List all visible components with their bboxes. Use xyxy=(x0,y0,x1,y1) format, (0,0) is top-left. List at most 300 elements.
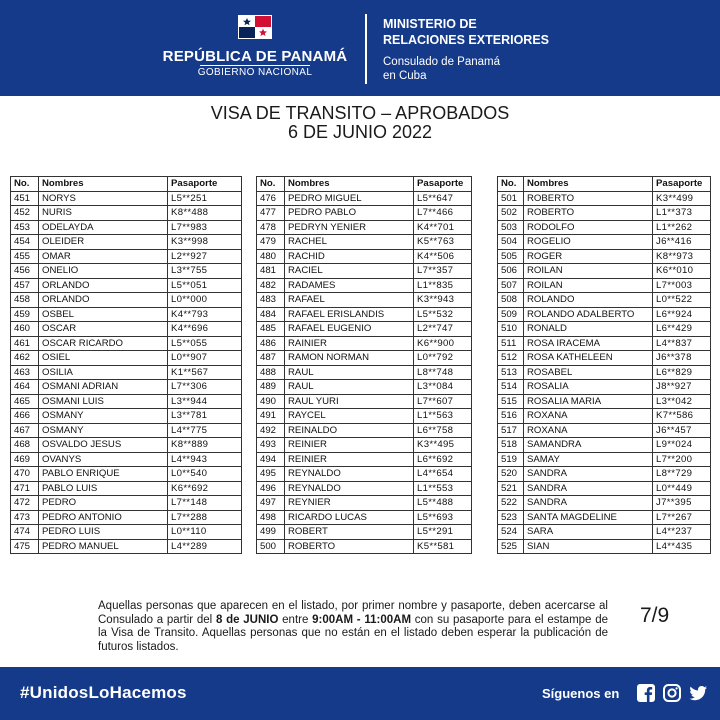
table-row xyxy=(498,409,711,424)
passport-number: L4**943 xyxy=(168,452,242,467)
applicant-name: SARA xyxy=(524,525,653,540)
passport-number: L5**693 xyxy=(414,510,472,525)
row-number: 510 xyxy=(498,322,524,337)
column-header-no: No. xyxy=(498,177,524,192)
table-row xyxy=(257,351,472,366)
passport-number: L4**435 xyxy=(653,539,711,554)
passport-number: L7**607 xyxy=(414,394,472,409)
applicant-name: RACHEL xyxy=(285,235,414,250)
table-row xyxy=(11,467,242,482)
passport-number: L4**654 xyxy=(414,467,472,482)
note-text-3: con su pasaporte para el estampe de la Visa de Transito. Aquellas personas que no están en el listado deben esperar la publicación de futuros listados. xyxy=(98,613,608,653)
applicant-name: REYNALDO xyxy=(285,467,414,482)
passport-number: K5**763 xyxy=(414,235,472,250)
table-row xyxy=(11,322,242,337)
applicant-name: OSIEL xyxy=(39,351,168,366)
column-header-no: No. xyxy=(11,177,39,192)
passport-number: L1**553 xyxy=(414,481,472,496)
passport-number: L7**357 xyxy=(414,264,472,279)
note-date: 8 de JUNIO xyxy=(215,613,279,626)
column-header-passport: Pasaporte xyxy=(653,177,711,192)
passport-number: L4**837 xyxy=(653,336,711,351)
applicant-name: PEDRO xyxy=(39,496,168,511)
row-number: 476 xyxy=(257,191,285,206)
row-number: 488 xyxy=(257,365,285,380)
row-number: 503 xyxy=(498,220,524,235)
table-row xyxy=(257,235,472,250)
passport-number: L0**000 xyxy=(168,293,242,308)
passport-number: L7**267 xyxy=(653,510,711,525)
passport-number: L3**084 xyxy=(414,380,472,395)
row-number: 454 xyxy=(11,235,39,250)
passport-number: L7**288 xyxy=(168,510,242,525)
table-row xyxy=(257,452,472,467)
passport-number: L0**907 xyxy=(168,351,242,366)
passport-number: L1**262 xyxy=(653,220,711,235)
passport-number: K3**943 xyxy=(414,293,472,308)
passport-number: L6**692 xyxy=(414,452,472,467)
table-row xyxy=(11,336,242,351)
table-row xyxy=(498,307,711,322)
passport-number: L3**781 xyxy=(168,409,242,424)
table-row xyxy=(257,496,472,511)
table-row xyxy=(257,409,472,424)
applicant-name: RAUL YURI xyxy=(285,394,414,409)
applicant-name: ROSA IRACEMA xyxy=(524,336,653,351)
applicant-name: RODOLFO xyxy=(524,220,653,235)
applicant-name: RACIEL xyxy=(285,264,414,279)
table-row xyxy=(11,264,242,279)
footer-banner xyxy=(0,667,720,720)
table-row xyxy=(498,481,711,496)
passport-number: K7**586 xyxy=(653,409,711,424)
row-number: 495 xyxy=(257,467,285,482)
table-row xyxy=(498,249,711,264)
row-number: 457 xyxy=(11,278,39,293)
row-number: 513 xyxy=(498,365,524,380)
row-number: 472 xyxy=(11,496,39,511)
table-row xyxy=(257,539,472,554)
passport-number: L6**429 xyxy=(653,322,711,337)
applicant-name: ROSALIA xyxy=(524,380,653,395)
applicant-name: SIAN xyxy=(524,539,653,554)
applicant-name: NURIS xyxy=(39,206,168,221)
applicant-name: ROILAN xyxy=(524,264,653,279)
applicant-name: ROXANA xyxy=(524,423,653,438)
applicant-name: RICARDO LUCAS xyxy=(285,510,414,525)
row-number: 479 xyxy=(257,235,285,250)
row-number: 465 xyxy=(11,394,39,409)
applicant-name: RAINIER xyxy=(285,336,414,351)
applicant-name: RAYCEL xyxy=(285,409,414,424)
table-row xyxy=(257,220,472,235)
row-number: 456 xyxy=(11,264,39,279)
row-number: 517 xyxy=(498,423,524,438)
applicant-name: REINIER xyxy=(285,438,414,453)
table-row xyxy=(257,322,472,337)
passport-number: L5**291 xyxy=(414,525,472,540)
applicant-name: OSCAR xyxy=(39,322,168,337)
row-number: 511 xyxy=(498,336,524,351)
row-number: 467 xyxy=(11,423,39,438)
row-number: 492 xyxy=(257,423,285,438)
row-number: 494 xyxy=(257,452,285,467)
table-header-row xyxy=(257,177,472,192)
table-row xyxy=(498,351,711,366)
row-number: 482 xyxy=(257,278,285,293)
table-row xyxy=(257,423,472,438)
passport-number: L7**306 xyxy=(168,380,242,395)
row-number: 468 xyxy=(11,438,39,453)
table-row xyxy=(498,423,711,438)
row-number: 490 xyxy=(257,394,285,409)
row-number: 466 xyxy=(11,409,39,424)
table-row xyxy=(498,467,711,482)
applicant-name: PEDRYN YENIER xyxy=(285,220,414,235)
page-title xyxy=(0,104,720,142)
row-number: 485 xyxy=(257,322,285,337)
column-header-name: Nombres xyxy=(285,177,414,192)
row-number: 497 xyxy=(257,496,285,511)
republic-title: REPÚBLICA DE PANAMÁ xyxy=(162,48,348,65)
passport-number: L8**748 xyxy=(414,365,472,380)
row-number: 487 xyxy=(257,351,285,366)
row-number: 514 xyxy=(498,380,524,395)
divider xyxy=(200,65,310,66)
row-number: 496 xyxy=(257,481,285,496)
table-row xyxy=(257,293,472,308)
row-number: 491 xyxy=(257,409,285,424)
column-header-name: Nombres xyxy=(524,177,653,192)
table-row xyxy=(257,438,472,453)
passport-number: L8**729 xyxy=(653,467,711,482)
row-number: 500 xyxy=(257,539,285,554)
applicant-name: PEDRO MIGUEL xyxy=(285,191,414,206)
passport-number: K4**701 xyxy=(414,220,472,235)
row-number: 498 xyxy=(257,510,285,525)
table-row xyxy=(257,307,472,322)
passport-number: L5**647 xyxy=(414,191,472,206)
title-line-2: 6 DE JUNIO 2022 xyxy=(287,122,433,142)
table-row xyxy=(11,278,242,293)
applicant-name: REYNIER xyxy=(285,496,414,511)
row-number: 486 xyxy=(257,336,285,351)
applicant-name: OSMANY xyxy=(39,409,168,424)
table-row xyxy=(257,394,472,409)
passport-number: K4**793 xyxy=(168,307,242,322)
row-number: 523 xyxy=(498,510,524,525)
facebook-icon[interactable] xyxy=(636,683,656,703)
applicant-name: ROBERTO xyxy=(524,191,653,206)
applicant-name: RAFAEL EUGENIO xyxy=(285,322,414,337)
passport-number: L7**003 xyxy=(653,278,711,293)
table-row xyxy=(11,220,242,235)
applicant-name: NORYS xyxy=(39,191,168,206)
row-number: 470 xyxy=(11,467,39,482)
table-row xyxy=(498,452,711,467)
column-header-no: No. xyxy=(257,177,285,192)
applicant-name: ROILAN xyxy=(524,278,653,293)
note-hours: 9:00AM - 11:00AM xyxy=(312,613,412,626)
table-row xyxy=(498,206,711,221)
table-row xyxy=(11,206,242,221)
table-row xyxy=(498,220,711,235)
applicant-name: SANTA MAGDELINE xyxy=(524,510,653,525)
applicant-name: OSMANI LUIS xyxy=(39,394,168,409)
applicant-name: ROGER xyxy=(524,249,653,264)
row-number: 477 xyxy=(257,206,285,221)
passport-number: L7**148 xyxy=(168,496,242,511)
row-number: 459 xyxy=(11,307,39,322)
table-row xyxy=(257,206,472,221)
row-number: 455 xyxy=(11,249,39,264)
row-number: 524 xyxy=(498,525,524,540)
passport-number: L2**927 xyxy=(168,249,242,264)
table-row xyxy=(11,249,242,264)
table-row xyxy=(11,380,242,395)
consulate-line-2: en Cuba xyxy=(383,70,427,82)
table-row xyxy=(498,510,711,525)
applicant-name: PEDRO LUIS xyxy=(39,525,168,540)
applicant-name: OSBEL xyxy=(39,307,168,322)
table-row xyxy=(11,496,242,511)
passport-number: L4**289 xyxy=(168,539,242,554)
applicant-name: RAUL xyxy=(285,380,414,395)
row-number: 493 xyxy=(257,438,285,453)
applicant-name: PABLO ENRIQUE xyxy=(39,467,168,482)
passport-number: K3**495 xyxy=(414,438,472,453)
ministry-line-1: MINISTERIO DE xyxy=(383,17,477,31)
passport-number: L9**024 xyxy=(653,438,711,453)
applicant-name: PEDRO PABLO xyxy=(285,206,414,221)
passport-number: K1**567 xyxy=(168,365,242,380)
applicant-name: OSMANI ADRIAN xyxy=(39,380,168,395)
title-line-1: VISA DE TRANSITO – APROBADOS xyxy=(210,103,510,123)
applicant-name: OMAR xyxy=(39,249,168,264)
approved-table-2 xyxy=(256,176,472,554)
table-row xyxy=(257,525,472,540)
passport-number: L5**251 xyxy=(168,191,242,206)
row-number: 505 xyxy=(498,249,524,264)
table-row xyxy=(257,191,472,206)
applicant-name: REYNALDO xyxy=(285,481,414,496)
applicant-name: RADAMES xyxy=(285,278,414,293)
twitter-icon[interactable] xyxy=(688,683,708,703)
passport-number: L6**924 xyxy=(653,307,711,322)
row-number: 474 xyxy=(11,525,39,540)
table-row xyxy=(11,409,242,424)
passport-number: L3**944 xyxy=(168,394,242,409)
table-row xyxy=(11,307,242,322)
passport-number: K4**506 xyxy=(414,249,472,264)
applicant-name: RACHID xyxy=(285,249,414,264)
passport-number: J8**927 xyxy=(653,380,711,395)
table-row xyxy=(498,380,711,395)
applicant-name: RAUL xyxy=(285,365,414,380)
row-number: 518 xyxy=(498,438,524,453)
row-number: 463 xyxy=(11,365,39,380)
table-row xyxy=(498,322,711,337)
applicant-name: ROBERTO xyxy=(524,206,653,221)
table-row xyxy=(257,365,472,380)
row-number: 522 xyxy=(498,496,524,511)
passport-number: K3**998 xyxy=(168,235,242,250)
applicant-name: ORLANDO xyxy=(39,293,168,308)
row-number: 451 xyxy=(11,191,39,206)
passport-number: L0**449 xyxy=(653,481,711,496)
applicant-name: ROSA KATHELEEN xyxy=(524,351,653,366)
table-header-row xyxy=(11,177,242,192)
passport-number: K8**973 xyxy=(653,249,711,264)
table-row xyxy=(498,394,711,409)
consulate-name xyxy=(383,55,500,83)
header-divider xyxy=(365,14,367,84)
table-row xyxy=(257,510,472,525)
passport-number: L1**563 xyxy=(414,409,472,424)
table-row xyxy=(11,423,242,438)
row-number: 462 xyxy=(11,351,39,366)
table-row xyxy=(498,264,711,279)
row-number: 481 xyxy=(257,264,285,279)
passport-number: L6**829 xyxy=(653,365,711,380)
applicant-name: OSILIA xyxy=(39,365,168,380)
applicant-name: SANDRA xyxy=(524,481,653,496)
note-text-1: Aquellas personas que aparecen en el listado, por primer nombre y pasaporte, deben acercarse al Consulado a partir del xyxy=(98,600,608,626)
applicant-name: ROBERTO xyxy=(285,539,414,554)
row-number: 507 xyxy=(498,278,524,293)
applicant-name: SAMANDRA xyxy=(524,438,653,453)
table-row xyxy=(11,525,242,540)
instagram-icon[interactable] xyxy=(662,683,682,703)
passport-number: L5**488 xyxy=(414,496,472,511)
applicant-name: OLEIDER xyxy=(39,235,168,250)
row-number: 461 xyxy=(11,336,39,351)
passport-number: L0**110 xyxy=(168,525,242,540)
applicant-name: ROBERT xyxy=(285,525,414,540)
row-number: 508 xyxy=(498,293,524,308)
government-subtitle: GOBIERNO NACIONAL xyxy=(197,67,313,78)
row-number: 475 xyxy=(11,539,39,554)
table-row xyxy=(498,438,711,453)
passport-number: J6**457 xyxy=(653,423,711,438)
table-row xyxy=(11,539,242,554)
table-row xyxy=(11,452,242,467)
passport-number: K6**010 xyxy=(653,264,711,279)
applicant-name: ROLANDO ADALBERTO xyxy=(524,307,653,322)
table-row xyxy=(11,394,242,409)
passport-number: K8**488 xyxy=(168,206,242,221)
passport-number: L1**373 xyxy=(653,206,711,221)
applicant-name: RAMON NORMAN xyxy=(285,351,414,366)
row-number: 519 xyxy=(498,452,524,467)
table-row xyxy=(498,365,711,380)
header-banner xyxy=(0,0,720,96)
applicant-name: OSMANY xyxy=(39,423,168,438)
note-text-2: entre xyxy=(278,613,313,626)
row-number: 458 xyxy=(11,293,39,308)
applicant-name: OVANYS xyxy=(39,452,168,467)
row-number: 516 xyxy=(498,409,524,424)
passport-number: L0**522 xyxy=(653,293,711,308)
passport-number: K6**692 xyxy=(168,481,242,496)
applicant-name: SANDRA xyxy=(524,467,653,482)
row-number: 525 xyxy=(498,539,524,554)
row-number: 483 xyxy=(257,293,285,308)
applicant-name: OSCAR RICARDO xyxy=(39,336,168,351)
passport-number: K6**900 xyxy=(414,336,472,351)
passport-number: L1**835 xyxy=(414,278,472,293)
row-number: 521 xyxy=(498,481,524,496)
table-row xyxy=(257,481,472,496)
applicant-name: REINIER xyxy=(285,452,414,467)
applicant-name: REINALDO xyxy=(285,423,414,438)
table-row xyxy=(11,235,242,250)
row-number: 499 xyxy=(257,525,285,540)
passport-number: K5**581 xyxy=(414,539,472,554)
column-header-name: Nombres xyxy=(39,177,168,192)
applicant-name: PEDRO MANUEL xyxy=(39,539,168,554)
passport-number: L2**747 xyxy=(414,322,472,337)
table-row xyxy=(498,191,711,206)
applicant-name: SANDRA xyxy=(524,496,653,511)
table-header-row xyxy=(498,177,711,192)
table-row xyxy=(257,278,472,293)
table-row xyxy=(498,278,711,293)
applicant-name: SAMAY xyxy=(524,452,653,467)
applicant-name: ROXANA xyxy=(524,409,653,424)
table-row xyxy=(11,191,242,206)
table-row xyxy=(498,496,711,511)
applicant-name: ORLANDO xyxy=(39,278,168,293)
applicant-name: ROLANDO xyxy=(524,293,653,308)
row-number: 484 xyxy=(257,307,285,322)
passport-number: L7**983 xyxy=(168,220,242,235)
row-number: 512 xyxy=(498,351,524,366)
row-number: 509 xyxy=(498,307,524,322)
table-row xyxy=(498,539,711,554)
instructions-note xyxy=(98,600,608,654)
passport-number: K8**889 xyxy=(168,438,242,453)
consulate-line-1: Consulado de Panamá xyxy=(383,56,500,68)
row-number: 464 xyxy=(11,380,39,395)
passport-number: L6**758 xyxy=(414,423,472,438)
passport-number: L7**200 xyxy=(653,452,711,467)
applicant-name: PABLO LUIS xyxy=(39,481,168,496)
row-number: 478 xyxy=(257,220,285,235)
applicant-name: RONALD xyxy=(524,322,653,337)
applicant-name: ROSABEL xyxy=(524,365,653,380)
ministry-line-2: RELACIONES EXTERIORES xyxy=(383,33,549,47)
applicant-name: PEDRO ANTONIO xyxy=(39,510,168,525)
table-row xyxy=(11,365,242,380)
row-number: 460 xyxy=(11,322,39,337)
table-row xyxy=(11,351,242,366)
passport-number: L0**540 xyxy=(168,467,242,482)
passport-number: J6**416 xyxy=(653,235,711,250)
passport-number: L4**775 xyxy=(168,423,242,438)
row-number: 471 xyxy=(11,481,39,496)
passport-number: J7**395 xyxy=(653,496,711,511)
panama-flag-icon xyxy=(238,15,272,39)
applicant-name: ROSALIA MARIA xyxy=(524,394,653,409)
passport-number: K3**499 xyxy=(653,191,711,206)
applicant-name: RAFAEL xyxy=(285,293,414,308)
table-row xyxy=(11,438,242,453)
passport-number: L5**055 xyxy=(168,336,242,351)
follow-us-label: Síguenos en xyxy=(542,686,620,701)
row-number: 473 xyxy=(11,510,39,525)
passport-number: L4**237 xyxy=(653,525,711,540)
